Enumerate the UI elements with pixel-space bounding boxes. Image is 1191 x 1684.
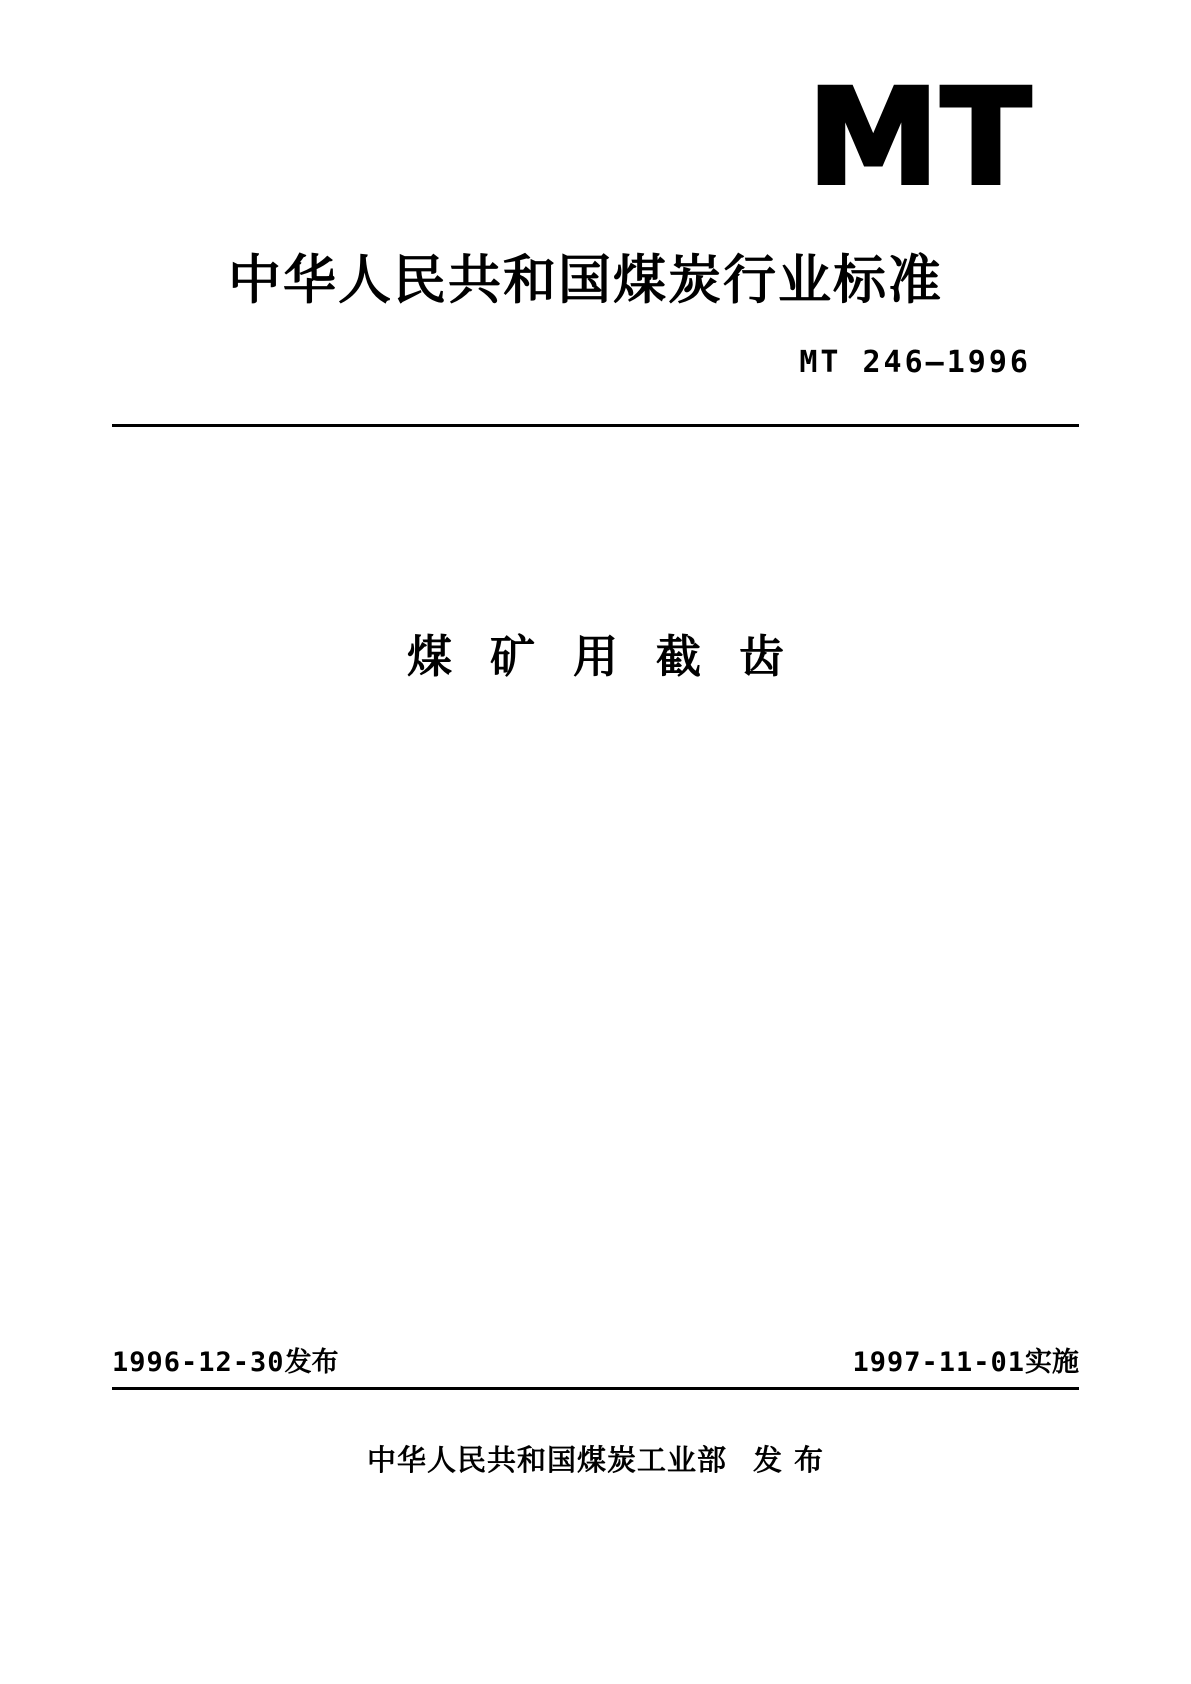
standard-series-title: 中华人民共和国煤炭行业标准 <box>228 250 943 311</box>
publisher-line <box>0 1438 1191 1479</box>
effective-date: 1997-11-01 <box>852 1347 1025 1378</box>
effective-date-group <box>852 1340 1079 1379</box>
effective-label: 实施 <box>1025 1347 1079 1378</box>
mt-logo: MT <box>807 61 1033 215</box>
issue-date: 1996-12-30 <box>112 1347 285 1378</box>
issue-date-group <box>112 1340 339 1379</box>
footer-divider <box>112 1387 1079 1390</box>
standard-number: MT 246—1996 <box>799 345 1031 380</box>
footer-dates <box>112 1340 1079 1379</box>
document-subject-title: 煤矿用截齿 <box>406 630 822 683</box>
publisher-name: 中华人民共和国煤炭工业部 <box>366 1443 727 1477</box>
issue-label: 发布 <box>284 1347 339 1378</box>
header-divider <box>112 424 1079 427</box>
publisher-action: 发 布 <box>752 1443 825 1477</box>
